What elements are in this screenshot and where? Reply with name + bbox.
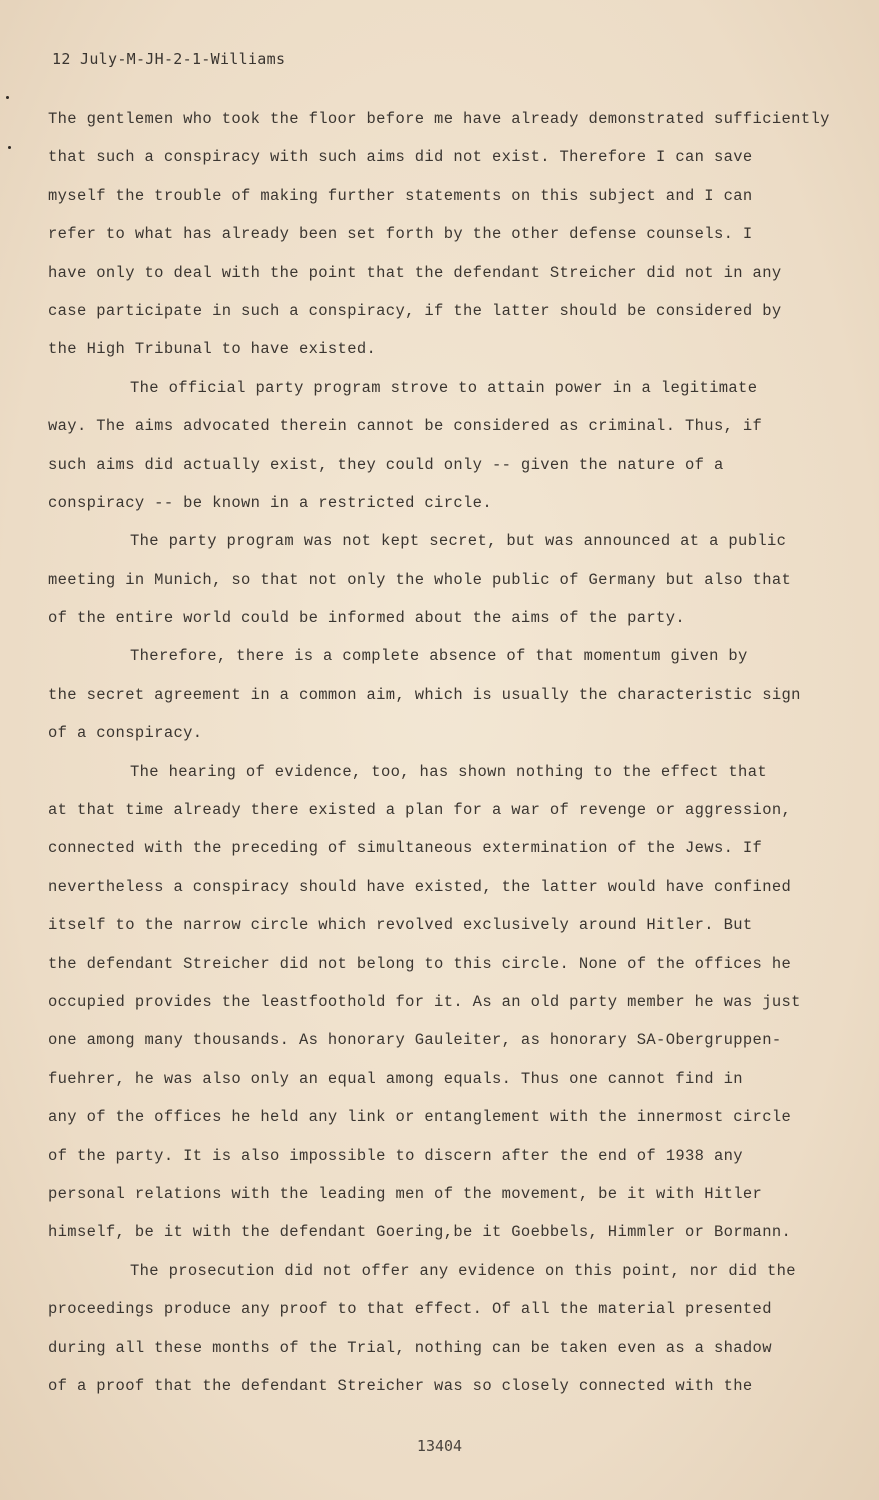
text-line: at that time already there existed a plan for a war of revenge or aggression,	[48, 801, 792, 820]
text-line: the defendant Streicher did not belong to this circle. None of the offices he	[48, 954, 792, 973]
body-text	[38, 100, 838, 1405]
text-line: meeting in Munich, so that not only the whole public of Germany but also that	[48, 570, 792, 589]
text-line: occupied provides the leastfoothold for it. As an old party member he was just	[48, 992, 801, 1011]
text-line: connected with the preceding of simultaneous extermination of the Jews. If	[48, 839, 763, 858]
text-line: the secret agreement in a common aim, which is usually the characteristic sign	[48, 685, 801, 704]
text-line: The party program was not kept secret, but was announced at a public	[130, 532, 787, 551]
text-line: The hearing of evidence, too, has shown nothing to the effect that	[130, 762, 767, 781]
text-line: personal relations with the leading men of the movement, be it with Hitler	[48, 1184, 763, 1203]
margin-mark	[6, 96, 9, 99]
text-line: The prosecution did not offer any evidence on this point, nor did the	[130, 1261, 796, 1280]
text-line: himself, be it with the defendant Goering,be it Goebbels, Himmler or Bormann.	[48, 1223, 792, 1242]
text-line: itself to the narrow circle which revolved exclusively around Hitler. But	[48, 916, 753, 935]
text-line: fuehrer, he was also only an equal among equals. Thus one cannot find in	[48, 1069, 743, 1088]
text-line: have only to deal with the point that the defendant Streicher did not in any	[48, 263, 782, 282]
text-line: The gentlemen who took the floor before me have already demonstrated sufficiently	[48, 110, 830, 128]
text-line: one among many thousands. As honorary Gauleiter, as honorary SA-Obergruppen-	[48, 1031, 782, 1050]
text-line: refer to what has already been set forth by the other defense counsels. I	[48, 225, 753, 244]
text-line: of a proof that the defendant Streicher was so closely connected with the	[48, 1376, 753, 1395]
page-header: 12 July-M-JH-2-1-Williams	[52, 50, 286, 68]
text-line: case participate in such a conspiracy, if the latter should be considered by	[48, 301, 782, 320]
page-number: 13404	[416, 1437, 463, 1455]
text-line: way. The aims advocated therein cannot be considered as criminal. Thus, if	[48, 417, 763, 436]
text-line: of the party. It is also impossible to discern after the end of 1938 any	[48, 1146, 743, 1165]
text-line: that such a conspiracy with such aims did not exist. Therefore I can save	[48, 148, 753, 167]
text-line: the High Tribunal to have existed.	[48, 340, 377, 359]
text-line: Therefore, there is a complete absence of that momentum given by	[130, 647, 748, 666]
text-line: of a conspiracy.	[48, 724, 203, 743]
text-line: nevertheless a conspiracy should have existed, the latter would have confined	[48, 877, 792, 896]
text-line: of the entire world could be informed about the aims of the party.	[48, 609, 685, 628]
text-line: such aims did actually exist, they could only -- given the nature of a	[48, 455, 724, 474]
text-line: any of the offices he held any link or entanglement with the innermost circle	[48, 1108, 792, 1127]
text-line: during all these months of the Trial, nothing can be taken even as a shadow	[48, 1338, 772, 1357]
text-line: The official party program strove to attain power in a legitimate	[130, 378, 758, 397]
text-line: conspiracy -- be known in a restricted circle.	[48, 493, 492, 512]
text-line: myself the trouble of making further statements on this subject and I can	[48, 186, 753, 205]
text-line: proceedings produce any proof to that effect. Of all the material presented	[48, 1300, 772, 1319]
margin-mark	[8, 146, 11, 149]
